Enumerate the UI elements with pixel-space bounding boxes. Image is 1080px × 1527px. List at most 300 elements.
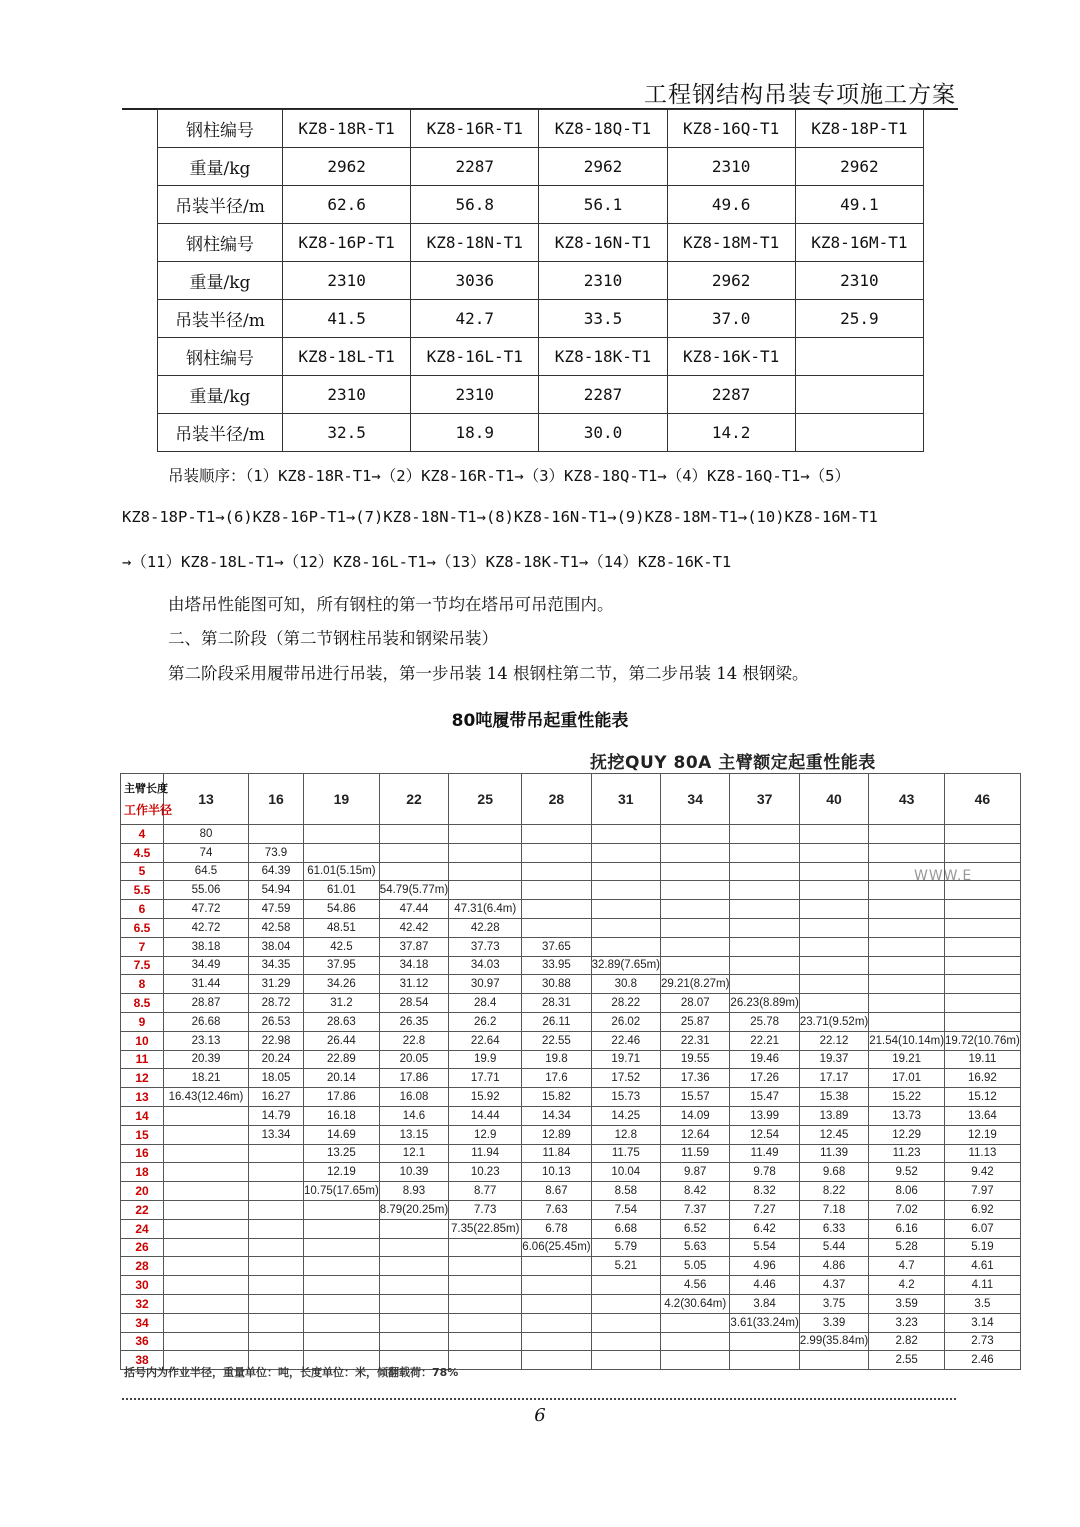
capacity-cell: 7.27 [730, 1200, 799, 1219]
working-radius-cell: 22 [121, 1200, 164, 1219]
load-chart-row [121, 918, 1021, 937]
working-radius-cell: 38 [121, 1351, 164, 1370]
load-chart-row [121, 843, 1021, 862]
load-chart-row [121, 1144, 1021, 1163]
capacity-cell: 37.95 [304, 956, 380, 975]
capacity-cell [945, 975, 1021, 994]
capacity-cell [522, 843, 591, 862]
row-header-cell: 重量/kg [158, 376, 283, 414]
capacity-cell [661, 937, 730, 956]
column-table-row [158, 224, 924, 262]
capacity-cell: 37.73 [449, 937, 522, 956]
load-chart-row [121, 1238, 1021, 1257]
working-radius-cell: 10 [121, 1031, 164, 1050]
capacity-cell [249, 1257, 304, 1276]
boom-length-header: 46 [945, 774, 1021, 825]
row-header-cell: 吊装半径/m [158, 186, 283, 224]
capacity-cell [522, 1257, 591, 1276]
working-radius-cell: 14 [121, 1106, 164, 1125]
table-cell: 3036 [411, 262, 539, 300]
table-cell: KZ8-16L-T1 [411, 338, 539, 376]
working-radius-cell: 32 [121, 1294, 164, 1313]
capacity-cell: 18.21 [164, 1069, 249, 1088]
capacity-cell [661, 918, 730, 937]
capacity-cell: 20.05 [379, 1050, 448, 1069]
capacity-cell [379, 1313, 448, 1332]
capacity-cell: 28.4 [449, 994, 522, 1013]
capacity-cell [799, 825, 868, 844]
capacity-cell [661, 881, 730, 900]
capacity-cell [730, 881, 799, 900]
capacity-cell [304, 843, 380, 862]
capacity-cell: 31.44 [164, 975, 249, 994]
capacity-cell: 6.16 [869, 1219, 945, 1238]
capacity-cell [249, 1182, 304, 1201]
capacity-cell [869, 881, 945, 900]
table-cell: 30.0 [539, 414, 667, 452]
capacity-cell [945, 843, 1021, 862]
capacity-cell: 26.11 [522, 1012, 591, 1031]
capacity-cell [945, 1012, 1021, 1031]
table-cell: KZ8-18N-T1 [411, 224, 539, 262]
capacity-cell: 19.37 [799, 1050, 868, 1069]
load-chart-row [121, 1200, 1021, 1219]
capacity-cell [249, 1332, 304, 1351]
capacity-cell: 20.39 [164, 1050, 249, 1069]
capacity-cell: 14.09 [661, 1106, 730, 1125]
capacity-cell: 12.8 [591, 1125, 660, 1144]
capacity-cell [379, 1332, 448, 1351]
capacity-cell [164, 1257, 249, 1276]
capacity-cell: 11.84 [522, 1144, 591, 1163]
capacity-cell: 26.44 [304, 1031, 380, 1050]
capacity-cell: 3.61(33.24m) [730, 1313, 799, 1332]
capacity-cell: 12.45 [799, 1125, 868, 1144]
paragraph-1: 由塔吊性能图可知，所有钢柱的第一节均在塔吊可吊范围内。 [168, 595, 614, 614]
capacity-cell: 14.34 [522, 1106, 591, 1125]
capacity-cell [591, 1294, 660, 1313]
corner-radius-label: 工作半径 [124, 803, 173, 817]
capacity-cell: 6.92 [945, 1200, 1021, 1219]
load-chart-row [121, 1182, 1021, 1201]
capacity-cell [449, 825, 522, 844]
capacity-cell [591, 862, 660, 881]
capacity-cell: 32.89(7.65m) [591, 956, 660, 975]
capacity-cell: 30.8 [591, 975, 660, 994]
load-chart-row [121, 1313, 1021, 1332]
capacity-cell: 19.46 [730, 1050, 799, 1069]
load-chart-title: 抚挖QUY 80A 主臂额定起重性能表 [590, 753, 876, 773]
capacity-cell: 8.32 [730, 1182, 799, 1201]
capacity-cell: 26.53 [249, 1012, 304, 1031]
capacity-cell: 6.07 [945, 1219, 1021, 1238]
capacity-cell [945, 862, 1021, 881]
capacity-cell [730, 918, 799, 937]
capacity-cell: 7.54 [591, 1200, 660, 1219]
working-radius-cell: 4 [121, 825, 164, 844]
working-radius-cell: 9 [121, 1012, 164, 1031]
capacity-cell: 18.05 [249, 1069, 304, 1088]
capacity-cell: 9.78 [730, 1163, 799, 1182]
working-radius-cell: 7.5 [121, 956, 164, 975]
capacity-cell [945, 825, 1021, 844]
capacity-cell: 8.77 [449, 1182, 522, 1201]
capacity-cell: 8.42 [661, 1182, 730, 1201]
capacity-cell: 12.19 [304, 1163, 380, 1182]
capacity-cell: 13.89 [799, 1106, 868, 1125]
capacity-cell [522, 825, 591, 844]
working-radius-cell: 18 [121, 1163, 164, 1182]
boom-length-header: 13 [164, 774, 249, 825]
capacity-cell: 74 [164, 843, 249, 862]
boom-length-header: 19 [304, 774, 380, 825]
column-table-row [158, 376, 924, 414]
table-cell: KZ8-18L-T1 [283, 338, 411, 376]
capacity-cell: 10.13 [522, 1163, 591, 1182]
capacity-cell: 38.04 [249, 937, 304, 956]
table-cell: 41.5 [283, 300, 411, 338]
table-cell: KZ8-18P-T1 [795, 110, 923, 148]
capacity-cell: 13.25 [304, 1144, 380, 1163]
capacity-cell: 42.58 [249, 918, 304, 937]
load-chart-row [121, 1088, 1021, 1107]
capacity-cell [799, 918, 868, 937]
table-cell: 2310 [667, 148, 795, 186]
capacity-cell: 2.82 [869, 1332, 945, 1351]
load-chart-row [121, 1332, 1021, 1351]
capacity-cell: 11.13 [945, 1144, 1021, 1163]
capacity-cell: 5.79 [591, 1238, 660, 1257]
capacity-cell [304, 1313, 380, 1332]
capacity-cell [522, 1276, 591, 1295]
row-header-cell: 钢柱编号 [158, 224, 283, 262]
capacity-cell: 38.18 [164, 937, 249, 956]
capacity-cell: 3.84 [730, 1294, 799, 1313]
capacity-cell: 4.2 [869, 1276, 945, 1295]
capacity-cell: 25.78 [730, 1012, 799, 1031]
working-radius-cell: 30 [121, 1276, 164, 1295]
table-cell: KZ8-16K-T1 [667, 338, 795, 376]
table-cell: 2287 [411, 148, 539, 186]
capacity-cell [730, 956, 799, 975]
capacity-cell [304, 1200, 380, 1219]
capacity-cell [945, 881, 1021, 900]
capacity-cell: 13.64 [945, 1106, 1021, 1125]
capacity-cell: 19.55 [661, 1050, 730, 1069]
load-chart-row [121, 1257, 1021, 1276]
capacity-cell: 33.95 [522, 956, 591, 975]
capacity-cell: 2.99(35.84m) [799, 1332, 868, 1351]
capacity-cell: 31.2 [304, 994, 380, 1013]
load-chart-row [121, 825, 1021, 844]
table-cell: 14.2 [667, 414, 795, 452]
table-cell: 2310 [283, 262, 411, 300]
capacity-cell [869, 975, 945, 994]
capacity-cell: 6.42 [730, 1219, 799, 1238]
load-chart-row [121, 862, 1021, 881]
capacity-cell: 10.23 [449, 1163, 522, 1182]
capacity-cell [591, 1276, 660, 1295]
table-cell: 62.6 [283, 186, 411, 224]
capacity-cell [799, 881, 868, 900]
capacity-cell: 13.34 [249, 1125, 304, 1144]
capacity-cell: 23.71(9.52m) [799, 1012, 868, 1031]
capacity-cell: 17.36 [661, 1069, 730, 1088]
capacity-cell: 9.68 [799, 1163, 868, 1182]
capacity-cell: 7.97 [945, 1182, 1021, 1201]
capacity-cell: 15.12 [945, 1088, 1021, 1107]
capacity-cell [304, 1332, 380, 1351]
table-cell: 25.9 [795, 300, 923, 338]
capacity-cell: 12.29 [869, 1125, 945, 1144]
working-radius-cell: 12 [121, 1069, 164, 1088]
capacity-cell [164, 1219, 249, 1238]
capacity-cell: 7.73 [449, 1200, 522, 1219]
row-header-cell: 钢柱编号 [158, 338, 283, 376]
capacity-cell: 20.14 [304, 1069, 380, 1088]
capacity-cell [661, 956, 730, 975]
capacity-cell [249, 1163, 304, 1182]
capacity-cell: 47.31(6.4m) [449, 900, 522, 919]
capacity-cell [869, 956, 945, 975]
capacity-cell: 80 [164, 825, 249, 844]
capacity-cell [449, 862, 522, 881]
capacity-cell: 4.7 [869, 1257, 945, 1276]
capacity-cell [661, 900, 730, 919]
capacity-cell: 12.64 [661, 1125, 730, 1144]
capacity-cell: 5.28 [869, 1238, 945, 1257]
capacity-cell: 47.59 [249, 900, 304, 919]
working-radius-cell: 8.5 [121, 994, 164, 1013]
table-cell: 37.0 [667, 300, 795, 338]
capacity-cell: 26.23(8.89m) [730, 994, 799, 1013]
working-radius-cell: 24 [121, 1219, 164, 1238]
column-table-row [158, 338, 924, 376]
capacity-cell: 5.21 [591, 1257, 660, 1276]
section-heading: 二、第二阶段（第二节钢柱吊装和钢梁吊装） [168, 629, 498, 648]
table-cell: 2287 [539, 376, 667, 414]
column-table-row [158, 262, 924, 300]
capacity-cell: 11.94 [449, 1144, 522, 1163]
capacity-cell [730, 1332, 799, 1351]
capacity-cell [249, 1313, 304, 1332]
capacity-cell [304, 825, 380, 844]
capacity-cell: 4.56 [661, 1276, 730, 1295]
capacity-cell [869, 862, 945, 881]
capacity-cell: 55.06 [164, 881, 249, 900]
table-cell: 2962 [667, 262, 795, 300]
capacity-cell: 17.26 [730, 1069, 799, 1088]
capacity-cell: 16.27 [249, 1088, 304, 1107]
working-radius-cell: 28 [121, 1257, 164, 1276]
table-cell: 2962 [795, 148, 923, 186]
working-radius-cell: 15 [121, 1125, 164, 1144]
boom-length-header: 31 [591, 774, 660, 825]
capacity-cell [591, 937, 660, 956]
capacity-cell [591, 918, 660, 937]
capacity-cell: 28.31 [522, 994, 591, 1013]
capacity-cell: 61.01 [304, 881, 380, 900]
capacity-cell [164, 1200, 249, 1219]
corner-cell [121, 774, 173, 825]
load-chart-row [121, 1219, 1021, 1238]
boom-length-header: 25 [449, 774, 522, 825]
capacity-cell [522, 1313, 591, 1332]
capacity-cell: 10.04 [591, 1163, 660, 1182]
boom-length-header: 37 [730, 774, 799, 825]
capacity-cell [522, 862, 591, 881]
capacity-cell: 28.07 [661, 994, 730, 1013]
load-chart-row [121, 994, 1021, 1013]
capacity-cell: 26.68 [164, 1012, 249, 1031]
capacity-cell [945, 994, 1021, 1013]
capacity-cell [449, 1313, 522, 1332]
capacity-cell: 22.89 [304, 1050, 380, 1069]
capacity-cell: 54.86 [304, 900, 380, 919]
load-chart-row [121, 1012, 1021, 1031]
capacity-cell: 2.55 [869, 1351, 945, 1370]
capacity-cell [164, 1125, 249, 1144]
load-chart-row [121, 937, 1021, 956]
capacity-cell [730, 975, 799, 994]
capacity-cell: 3.39 [799, 1313, 868, 1332]
capacity-cell: 16.18 [304, 1106, 380, 1125]
capacity-cell [164, 1144, 249, 1163]
capacity-cell [164, 1238, 249, 1257]
capacity-cell: 26.2 [449, 1012, 522, 1031]
load-chart-row [121, 1050, 1021, 1069]
capacity-cell: 17.86 [379, 1069, 448, 1088]
working-radius-cell: 13 [121, 1088, 164, 1107]
capacity-cell: 34.18 [379, 956, 448, 975]
capacity-cell: 12.54 [730, 1125, 799, 1144]
capacity-cell: 26.35 [379, 1012, 448, 1031]
capacity-cell [522, 918, 591, 937]
table-cell: KZ8-18Q-T1 [539, 110, 667, 148]
load-chart-row [121, 1031, 1021, 1050]
page-header [122, 74, 958, 110]
capacity-cell: 28.54 [379, 994, 448, 1013]
capacity-cell: 11.75 [591, 1144, 660, 1163]
sequence-line-2: KZ8-18P-T1→(6)KZ8-16P-T1→(7)KZ8-18N-T1→(8)KZ8-16N-T1→(9)KZ8-18M-T1→(10)KZ8-16M-T1 [122, 508, 878, 526]
working-radius-cell: 6.5 [121, 918, 164, 937]
header-title: 工程钢结构吊装专项施工方案 [644, 82, 956, 108]
capacity-cell: 22.31 [661, 1031, 730, 1050]
capacity-cell: 15.92 [449, 1088, 522, 1107]
capacity-cell: 15.82 [522, 1088, 591, 1107]
capacity-cell: 26.02 [591, 1012, 660, 1031]
capacity-cell [449, 881, 522, 900]
capacity-cell: 34.35 [249, 956, 304, 975]
column-table [157, 109, 924, 452]
capacity-cell: 28.72 [249, 994, 304, 1013]
capacity-cell: 22.55 [522, 1031, 591, 1050]
capacity-cell: 14.25 [591, 1106, 660, 1125]
capacity-cell [379, 862, 448, 881]
table-cell: KZ8-16R-T1 [411, 110, 539, 148]
table-cell: 2310 [539, 262, 667, 300]
table-cell: 49.1 [795, 186, 923, 224]
capacity-cell [164, 1276, 249, 1295]
capacity-cell: 17.01 [869, 1069, 945, 1088]
capacity-cell [661, 843, 730, 862]
working-radius-cell: 16 [121, 1144, 164, 1163]
table-cell: KZ8-16N-T1 [539, 224, 667, 262]
capacity-cell [945, 956, 1021, 975]
capacity-cell [304, 1276, 380, 1295]
capacity-cell [869, 843, 945, 862]
capacity-cell [730, 825, 799, 844]
capacity-cell: 28.22 [591, 994, 660, 1013]
corner-boom-label: 主臂长度 [124, 783, 168, 795]
table-cell: KZ8-16M-T1 [795, 224, 923, 262]
capacity-cell: 12.1 [379, 1144, 448, 1163]
capacity-cell: 23.13 [164, 1031, 249, 1050]
capacity-cell: 11.49 [730, 1144, 799, 1163]
capacity-cell [799, 994, 868, 1013]
working-radius-cell: 5 [121, 862, 164, 881]
capacity-cell: 19.21 [869, 1050, 945, 1069]
capacity-cell: 4.46 [730, 1276, 799, 1295]
capacity-cell: 42.72 [164, 918, 249, 937]
capacity-cell [661, 1351, 730, 1370]
capacity-cell: 19.9 [449, 1050, 522, 1069]
boom-length-header: 22 [379, 774, 448, 825]
load-chart-row [121, 1163, 1021, 1182]
capacity-cell: 3.5 [945, 1294, 1021, 1313]
column-table-row [158, 110, 924, 148]
capacity-cell: 17.71 [449, 1069, 522, 1088]
capacity-cell [449, 843, 522, 862]
working-radius-cell: 11 [121, 1050, 164, 1069]
capacity-cell: 22.8 [379, 1031, 448, 1050]
table-cell: 32.5 [283, 414, 411, 452]
load-chart-row [121, 1294, 1021, 1313]
table-cell: 2310 [411, 376, 539, 414]
working-radius-cell: 6 [121, 900, 164, 919]
capacity-cell [591, 900, 660, 919]
capacity-cell [730, 900, 799, 919]
page-number: 6 [534, 1405, 546, 1426]
load-chart-row [121, 1069, 1021, 1088]
boom-length-header: 28 [522, 774, 591, 825]
capacity-cell: 19.72(10.76m) [945, 1031, 1021, 1050]
capacity-cell: 8.06 [869, 1182, 945, 1201]
capacity-cell [164, 1182, 249, 1201]
table-cell: 56.1 [539, 186, 667, 224]
capacity-cell [449, 1332, 522, 1351]
capacity-cell: 8.93 [379, 1182, 448, 1201]
capacity-cell [799, 975, 868, 994]
capacity-cell: 19.8 [522, 1050, 591, 1069]
capacity-cell [730, 1351, 799, 1370]
capacity-cell: 4.2(30.64m) [661, 1294, 730, 1313]
capacity-cell [449, 1276, 522, 1295]
capacity-cell [591, 1351, 660, 1370]
capacity-cell [304, 1219, 380, 1238]
capacity-cell: 6.78 [522, 1219, 591, 1238]
capacity-cell: 42.42 [379, 918, 448, 937]
capacity-cell [449, 1294, 522, 1313]
column-table-row [158, 148, 924, 186]
capacity-cell: 15.38 [799, 1088, 868, 1107]
capacity-cell [591, 825, 660, 844]
capacity-cell: 22.12 [799, 1031, 868, 1050]
capacity-cell [730, 862, 799, 881]
capacity-cell: 29.21(8.27m) [661, 975, 730, 994]
capacity-cell: 11.39 [799, 1144, 868, 1163]
capacity-cell [799, 862, 868, 881]
